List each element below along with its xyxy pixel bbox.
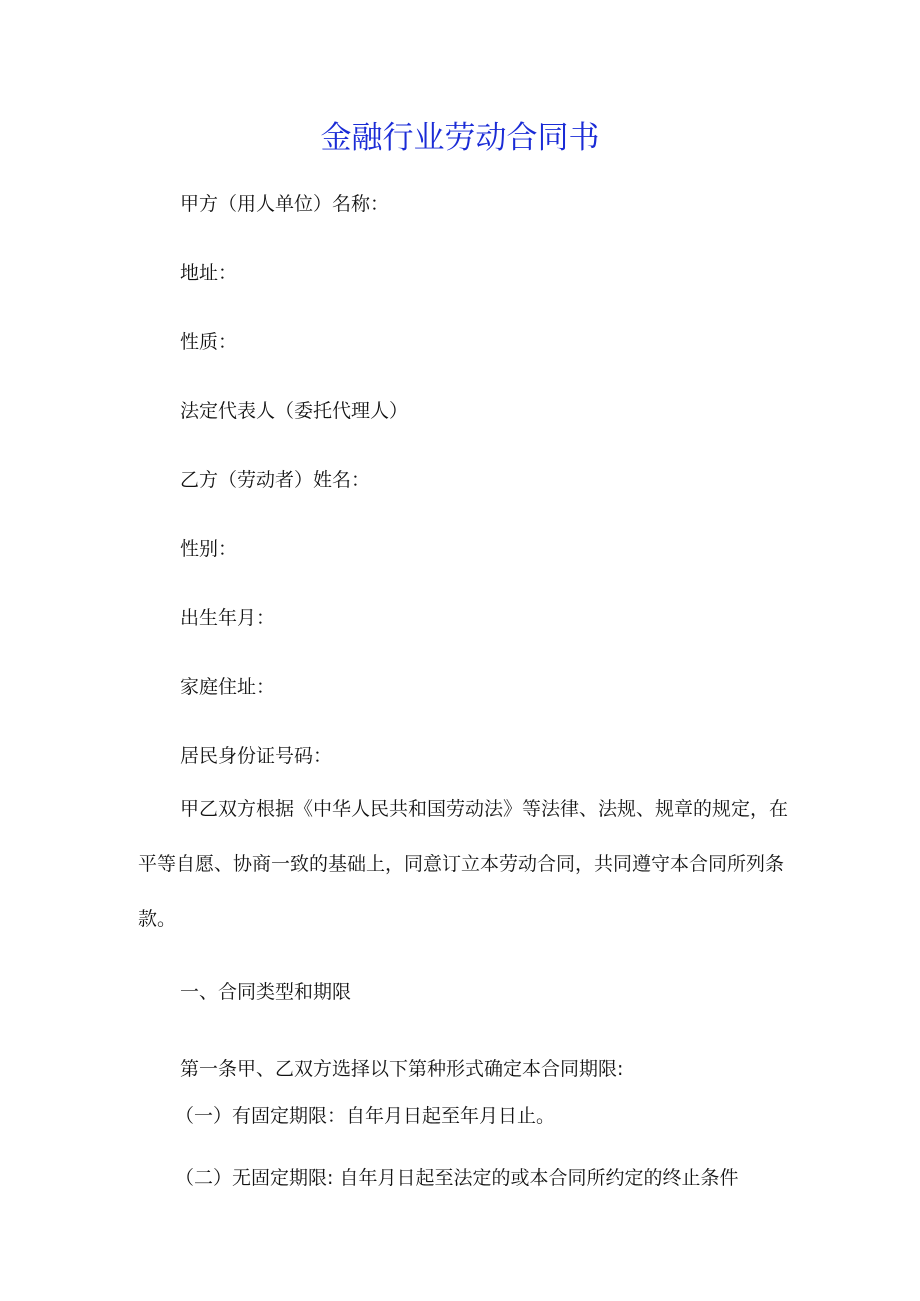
field-address: 地址： [180, 262, 238, 284]
intro-paragraph: 甲乙双方根据《中华人民共和国劳动法》等法律、法规、规章的规定，在平等自愿、协商一致的基础上，同意订立本劳动合同，共同遵守本合同所列条款。 [138, 798, 789, 930]
field-employee-name: 乙方（劳动者）姓名： [180, 469, 371, 491]
field-gender: 性别： [180, 538, 238, 560]
field-home-address: 家庭住址： [180, 676, 276, 698]
list-item: （一）有固定期限：自年月日起至年月日止。 [175, 1105, 556, 1127]
section-heading: 一、合同类型和期限 [180, 981, 352, 1003]
document-title: 金融行业劳动合同书 [320, 120, 600, 156]
field-nature: 性质： [180, 331, 238, 353]
field-id-number: 居民身份证号码： [180, 745, 333, 767]
field-employer-name: 甲方（用人单位）名称： [180, 193, 390, 215]
list-item: （二）无固定期限: 自年月日起至法定的或本合同所约定的终止条件 [175, 1167, 739, 1189]
field-legal-representative: 法定代表人（委托代理人） [180, 400, 409, 422]
field-birth-date: 出生年月： [180, 607, 276, 629]
article-1: 第一条甲、乙双方选择以下第种形式确定本合同期限: [180, 1058, 624, 1080]
